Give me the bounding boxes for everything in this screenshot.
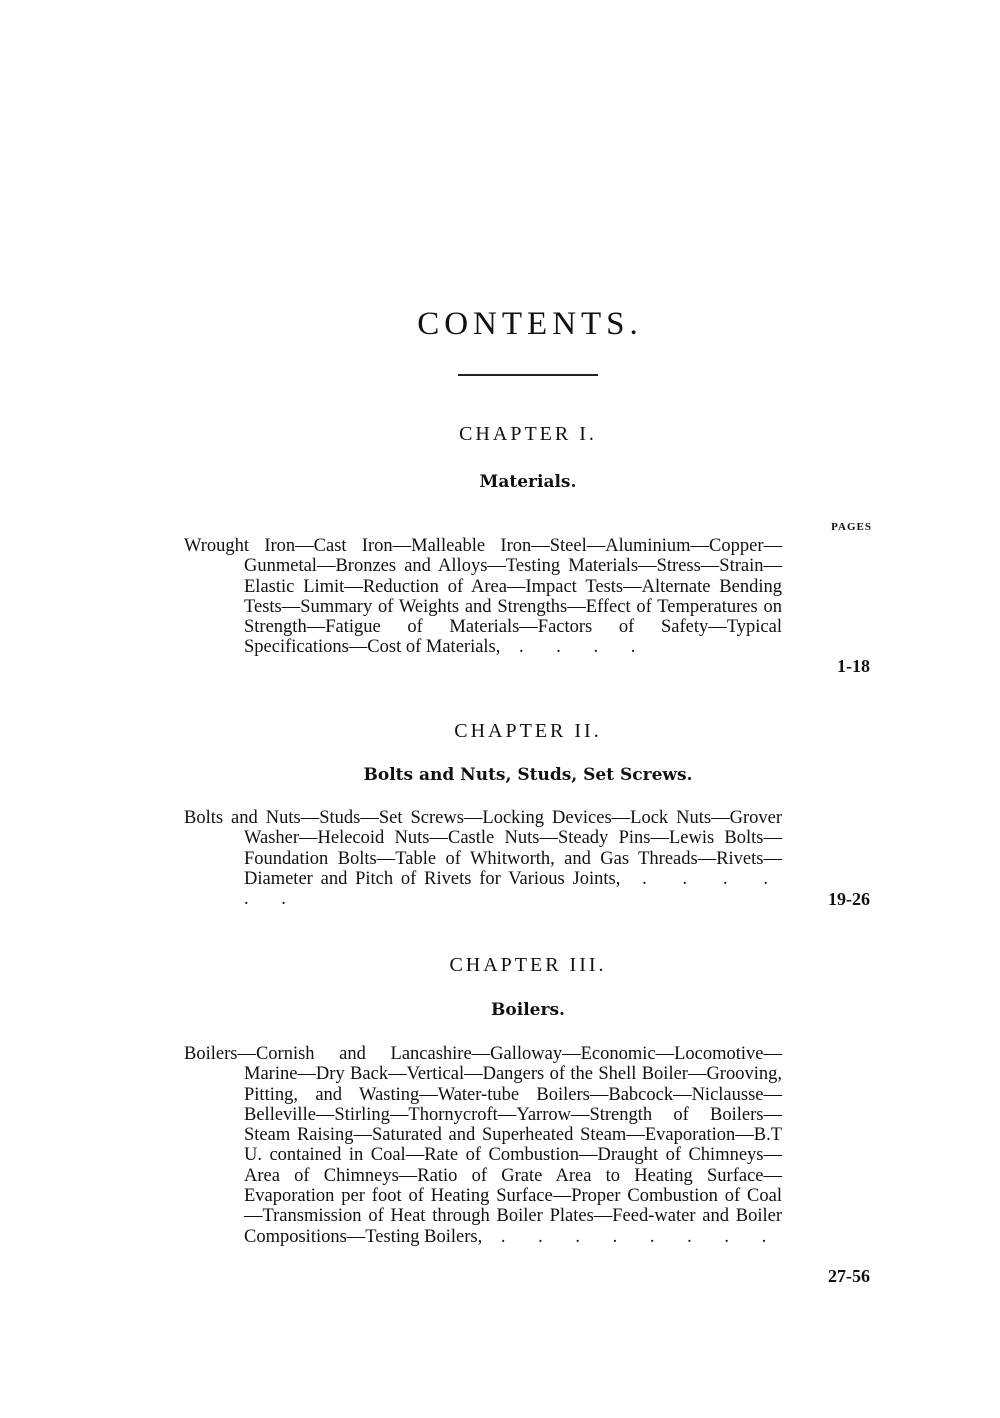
page-title: CONTENTS. [417, 306, 643, 343]
chapter-3-pages: 27-56 [828, 1266, 870, 1286]
chapter-3-entry-text: Boilers—Cornish and Lancashire—Galloway—Economic—Locomotive—Marine—Dry Back—Vertical—Dangers of the Shell Boiler—Grooving, Pitting, and Wasting—Water-tube Boilers—Babcock—Niclausse—Belleville—Stirling—Thornycroft—Yarrow—Strength of Boilers—Steam Raising—Saturated and Superheated Steam—Evaporation—B.T U. contained in Coal—Rate of Combustion—Draught of Chimneys—Area of Chimneys—Ratio of Grate Area to Heating Surface—Evaporation per foot of Heating Surface—Proper Combustion of Coal—Transmission of Heat through Boiler Plates—Feed-water and Boiler Compositions—Testing Boilers, [184, 1044, 782, 1247]
chapter-3-heading: CHAPTER III. [449, 954, 607, 976]
pages-column-header: PAGES [831, 521, 872, 533]
chapter-1-leader: . . . . [500, 637, 650, 658]
chapter-2-heading: CHAPTER II. [454, 720, 602, 742]
chapter-2-pages: 19-26 [828, 889, 870, 909]
title-divider [458, 374, 598, 376]
chapter-2-entry-text: Bolts and Nuts—Studs—Set Screws—Locking Devices—Lock Nuts—Grover Washer—Helecoid Nuts—Castle Nuts—Steady Pins—Lewis Bolts—Foundation Bolts—Table of Whitworth, and Gas Threads—Rivets—Diameter and Pitch of Rivets for Various Joints, [184, 808, 782, 889]
chapter-2-leader: . . . . . . [244, 868, 782, 910]
chapter-2-entry [184, 808, 782, 909]
chapter-1-heading: CHAPTER I. [459, 423, 597, 445]
chapter-1-entry-text: Wrought Iron—Cast Iron—Malleable Iron—Steel—Aluminium—Copper—Gunmetal—Bronzes and Alloys—Testing Materials—Stress—Strain—Elastic Limit—Reduction of Area—Impact Tests—Alternate Bending Tests—Summary of Weights and Strengths—Effect of Temperatures on Strength—Fatigue of Materials—Factors of Safety—Typical Specifications—Cost of Materials, [184, 536, 782, 658]
chapter-1-pages: 1-18 [837, 656, 870, 676]
chapter-1-entry [184, 536, 782, 658]
chapter-1-subtitle: Materials. [479, 472, 577, 492]
chapter-3-subtitle: Boilers. [491, 1000, 565, 1020]
chapter-2-subtitle: Bolts and Nuts, Studs, Set Screws. [363, 765, 693, 785]
chapter-3-entry [184, 1044, 782, 1247]
chapter-3-leader: . . . . . . . . [482, 1226, 781, 1247]
